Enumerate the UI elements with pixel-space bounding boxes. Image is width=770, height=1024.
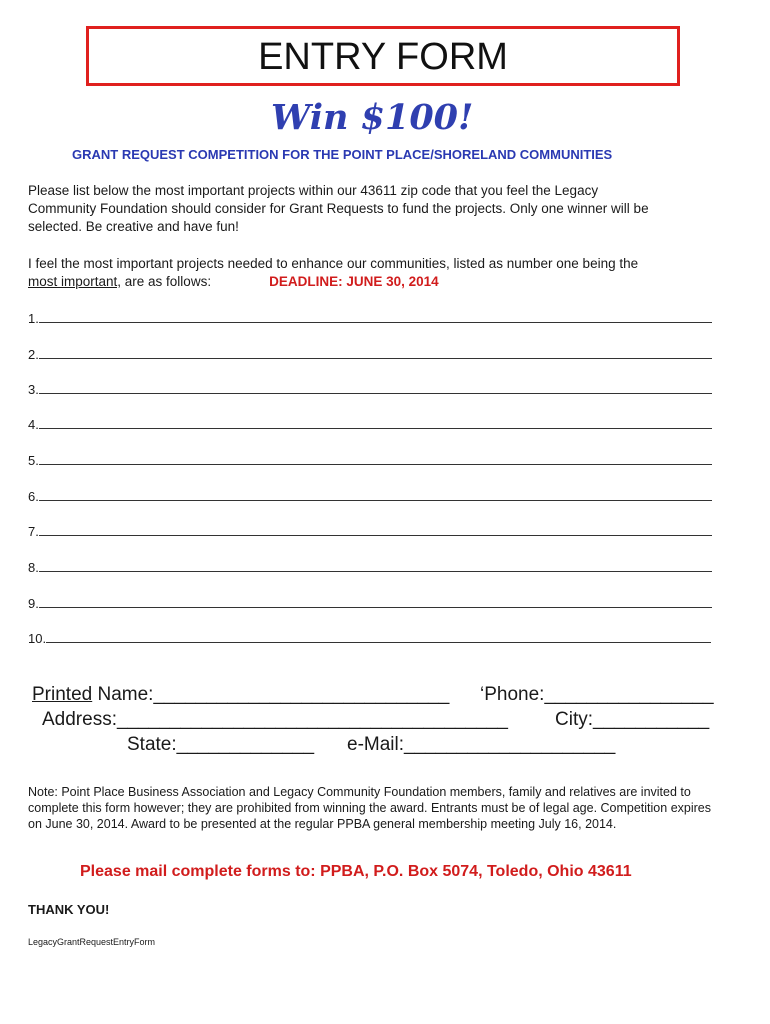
blank-field[interactable]: [39, 559, 712, 572]
project-number: 3.: [28, 382, 39, 397]
blank-field[interactable]: [39, 416, 712, 429]
project-line-5[interactable]: [28, 452, 712, 469]
project-line-6[interactable]: [28, 488, 712, 505]
blank-field[interactable]: [39, 452, 712, 465]
project-number: 10.: [28, 631, 47, 646]
title-box: [86, 26, 680, 86]
document-footer: LegacyGrantRequestEntryForm: [28, 937, 156, 947]
blank-field[interactable]: [39, 488, 712, 501]
intro-line-1: Please list below the most important projects within our 43611 zip code that you feel the Legacy: [28, 183, 599, 198]
project-number: 5.: [28, 453, 39, 468]
blank-field[interactable]: [39, 310, 712, 323]
prize-heading: Win $100!: [271, 97, 474, 138]
project-line-10[interactable]: [28, 630, 711, 647]
competition-subtitle: GRANT REQUEST COMPETITION FOR THE POINT PLACE/SHORELAND COMMUNITIES: [72, 147, 613, 162]
deadline-text: DEADLINE: JUNE 30, 2014: [269, 274, 439, 289]
blank-field[interactable]: [39, 381, 712, 394]
intro-line-2: Community Foundation should consider for Grant Requests to fund the projects. Only one winner will be: [28, 201, 649, 216]
project-number: 4.: [28, 417, 39, 432]
intro-line-3: selected. Be creative and have fun!: [28, 219, 239, 234]
city-field[interactable]: City:___________: [555, 709, 710, 730]
blank-field[interactable]: [39, 523, 712, 536]
instructions-rest: are as follows:: [121, 274, 212, 289]
project-line-9[interactable]: [28, 595, 712, 612]
project-number: 1.: [28, 311, 39, 326]
underlined-phrase: most important,: [28, 274, 122, 289]
blank-field[interactable]: [46, 630, 711, 643]
instructions-line-1: I feel the most important projects needed to enhance our communities, listed as number one being the: [28, 256, 639, 271]
page-title: ENTRY FORM: [258, 36, 508, 78]
project-line-3[interactable]: [28, 381, 712, 398]
eligibility-note: Note: Point Place Business Association and Legacy Community Foundation members, family and relatives are invited to complete this form however; they are prohibited from winning the award. Entrants must be of legal age. Competition expires on June 30, 2014. Award to be presented at the regular PPBA general membership meeting July 16, 2014.: [28, 785, 711, 831]
instructions-line-2: [28, 273, 638, 291]
project-line-7[interactable]: [28, 523, 712, 540]
project-number: 9.: [28, 596, 39, 611]
blank-field[interactable]: [39, 595, 712, 608]
printed-label: Printed: [32, 684, 93, 705]
project-number: 7.: [28, 524, 39, 539]
project-line-1[interactable]: [28, 310, 712, 327]
name-field[interactable]: Name:____________________________: [92, 684, 450, 705]
blank-field[interactable]: [39, 346, 712, 359]
thank-you-text: THANK YOU!: [28, 902, 110, 917]
state-field[interactable]: State:_____________: [127, 734, 315, 755]
mail-instruction: Please mail complete forms to: PPBA, P.O. Box 5074, Toledo, Ohio 43611: [80, 863, 632, 880]
project-line-2[interactable]: [28, 346, 712, 363]
name-field-row[interactable]: [32, 684, 449, 706]
project-line-8[interactable]: [28, 559, 712, 576]
project-number: 6.: [28, 489, 39, 504]
project-number: 2.: [28, 347, 39, 362]
project-line-4[interactable]: [28, 416, 712, 433]
email-field[interactable]: e-Mail:____________________: [347, 734, 616, 755]
instructions-paragraph: [28, 255, 638, 291]
intro-paragraph: [28, 182, 649, 236]
address-field[interactable]: Address:_____________________________________: [42, 709, 508, 730]
project-number: 8.: [28, 560, 39, 575]
phone-field[interactable]: ‘Phone:________________: [480, 684, 714, 705]
